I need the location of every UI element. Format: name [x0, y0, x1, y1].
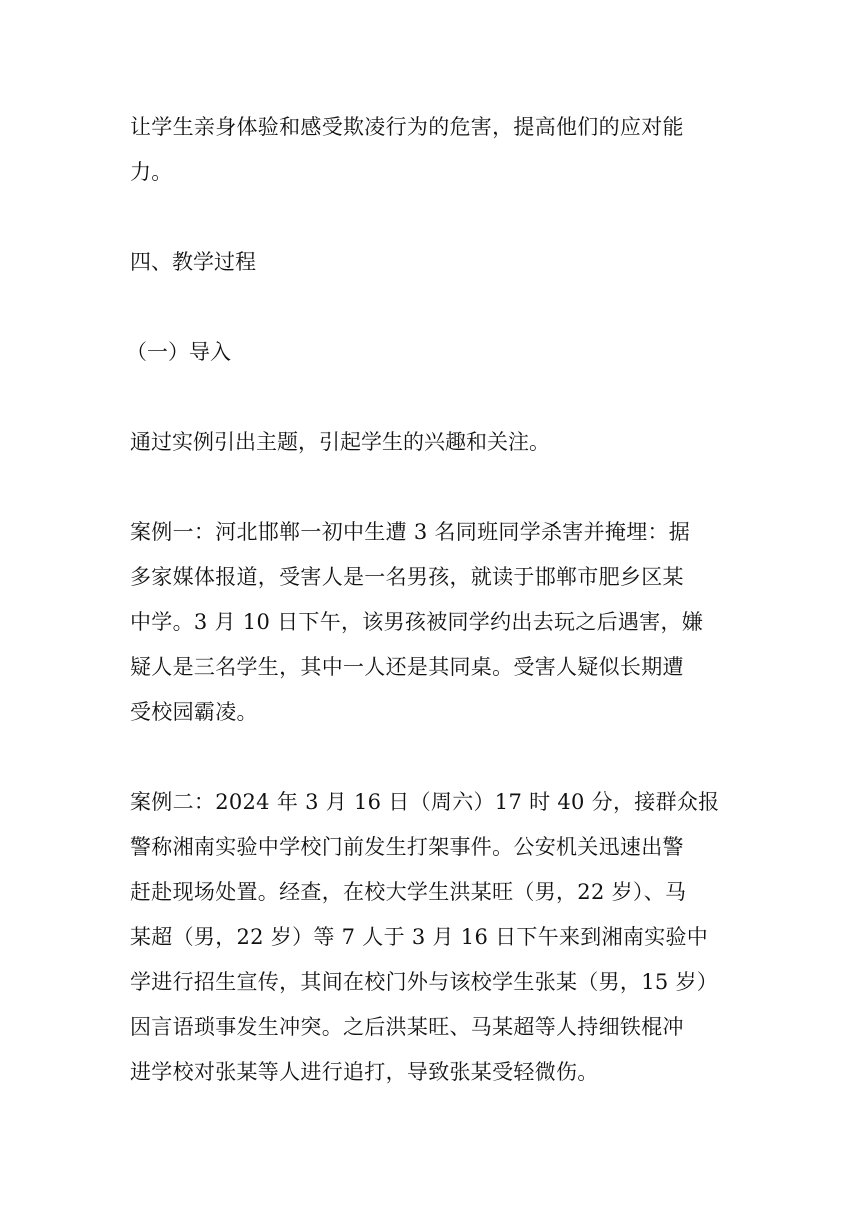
lead-paragraph: 通过实例引出主题，引起学生的兴趣和关注。 — [130, 430, 550, 454]
paragraph-line: 受校园霸凌。 — [130, 700, 258, 724]
paragraph-line: 案例二：2024 年 3 月 16 日（周六）17 时 40 分，接群众报 — [130, 790, 720, 814]
paragraph-line: 学进行招生宣传，其间在校门外与该校学生张某（男，15 岁） — [130, 970, 719, 994]
paragraph-line: 多家媒体报道，受害人是一名男孩，就读于邯郸市肥乡区某 — [130, 565, 684, 589]
paragraph-line: 案例一：河北邯郸一初中生遭 3 名同班同学杀害并掩埋：据 — [130, 520, 691, 544]
case-two-paragraph — [130, 780, 730, 1095]
paragraph-line: 疑人是三名学生，其中一人还是其同桌。受害人疑似长期遭 — [130, 655, 684, 679]
subsection-heading: （一）导入 — [126, 340, 231, 364]
paragraph-line: 进学校对张某等人进行追打，导致张某受轻微伤。 — [130, 1060, 599, 1084]
paragraph-line: 中学。3 月 10 日下午，该男孩被同学约出去玩之后遇害，嫌 — [130, 610, 704, 634]
paragraph-line: 某超（男，22 岁）等 7 人于 3 月 16 日下午来到湘南实验中 — [130, 925, 709, 949]
paragraph-line: 警称湘南实验中学校门前发生打架事件。公安机关迅速出警 — [130, 835, 684, 859]
section-heading: 四、教学过程 — [130, 250, 256, 274]
paragraph-line: 力。 — [130, 160, 173, 184]
paragraph-line: 让学生亲身体验和感受欺凌行为的危害，提高他们的应对能 — [130, 115, 684, 139]
paragraph-line: 赶赴现场处置。经查，在校大学生洪某旺（男，22 岁）、马 — [130, 880, 687, 904]
paragraph-line: 因言语琐事发生冲突。之后洪某旺、马某超等人持细铁棍冲 — [130, 1015, 684, 1039]
case-one-paragraph — [130, 510, 730, 735]
intro-paragraph — [130, 105, 730, 195]
